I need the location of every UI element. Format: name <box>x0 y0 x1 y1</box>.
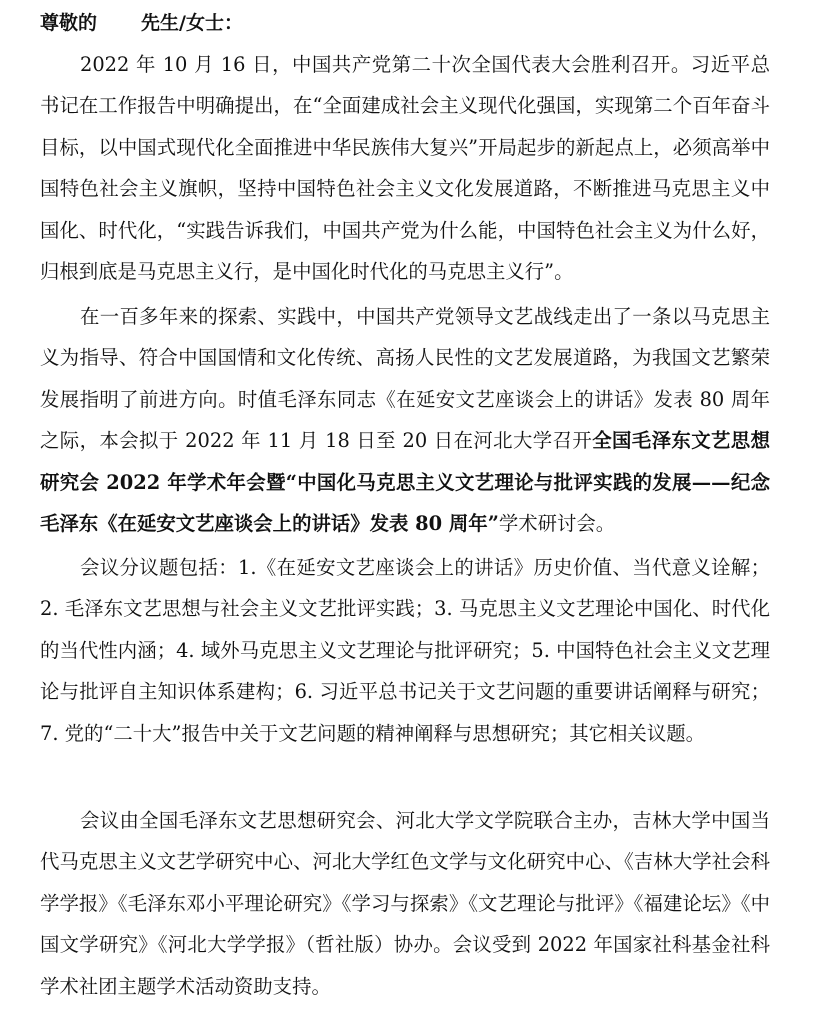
paragraph-text-end: 学术研讨会。 <box>498 512 616 536</box>
paragraph-text: 2022 年 10 月 16 日，中国共产党第二十次全国代表大会胜利召开。习近平总书记在工作报告中明确提出，在“全面建成社会主义现代化强国，实现第二个百年奋斗目标，以中国式现代化全面推进中华民族伟大复兴”开局起步的新起点上，必须高举中国特色社会主义旗帜，坚持中国特色社会主义文化发展道路，不断推进马克思主义中国化、时代化，“实践告诉我们，中国共产党为什么能，中国特色社会主义为什么好，归根到底是马克思主义行，是中国化时代化的马克思主义行”。 <box>40 53 770 284</box>
salutation-prefix: 尊敬的 <box>40 12 98 34</box>
paragraph-text: 在一百多年来的探索、实践中，中国共产党领导文艺战线走出了一条以马克思主义为指导、符合中国国情和文化传统、高扬人民性的文艺发展道路，为我国文艺繁荣发展指明了前进方向。时值毛泽东同志《在延安文艺座谈会上的讲话》发表 80 周年之际，本会拟于 2022 年 11 月 18 日至 20 日在河北大学召开 <box>40 305 770 453</box>
paragraph-text: 会议由全国毛泽东文艺思想研究会、河北大学文学院联合主办，吉林大学中国当代马克思主义文艺学研究中心、河北大学红色文学与文化研究中心、《吉林大学社会科学学报》《毛泽东邓小平理论研究》《学习与探索》《文艺理论与批评》《福建论坛》《中国文学研究》《河北大学学报》（哲社版）协办。会议受到 2022 年国家社科基金社科学术社团主题学术活动资助支持。 <box>40 809 770 998</box>
paragraph-conference-topics <box>40 547 770 754</box>
paragraph-conference-announcement <box>40 296 770 544</box>
paragraph-congress-intro <box>40 44 770 292</box>
conference-title: 全国毛泽东文艺思想研究会 2022 年学术年会暨“中国化马克思主义文艺理论与批评实践的发展——纪念毛泽东《在延安文艺座谈会上的讲话》发表 80 周年” <box>40 429 771 536</box>
paragraph-text: 会议分议题包括：1.《在延安文艺座谈会上的讲话》历史价值、当代意义诠解；2. 毛泽东文艺思想与社会主义文艺批评实践；3. 马克思主义文艺理论中国化、时代化的当代性内涵；4. 域外马克思主义文艺理论与批评研究；5. 中国特色社会主义文艺理论与批评自主知识体系建构；6. 习近平总书记关于文艺问题的重要讲话阐释与研究；7. 党的“二十大”报告中关于文艺问题的精神阐释与思想研究；其它相关议题。 <box>40 556 770 745</box>
salutation <box>40 8 243 38</box>
paragraph-organizers <box>40 800 770 1007</box>
salutation-suffix: 先生/女士： <box>141 12 243 34</box>
